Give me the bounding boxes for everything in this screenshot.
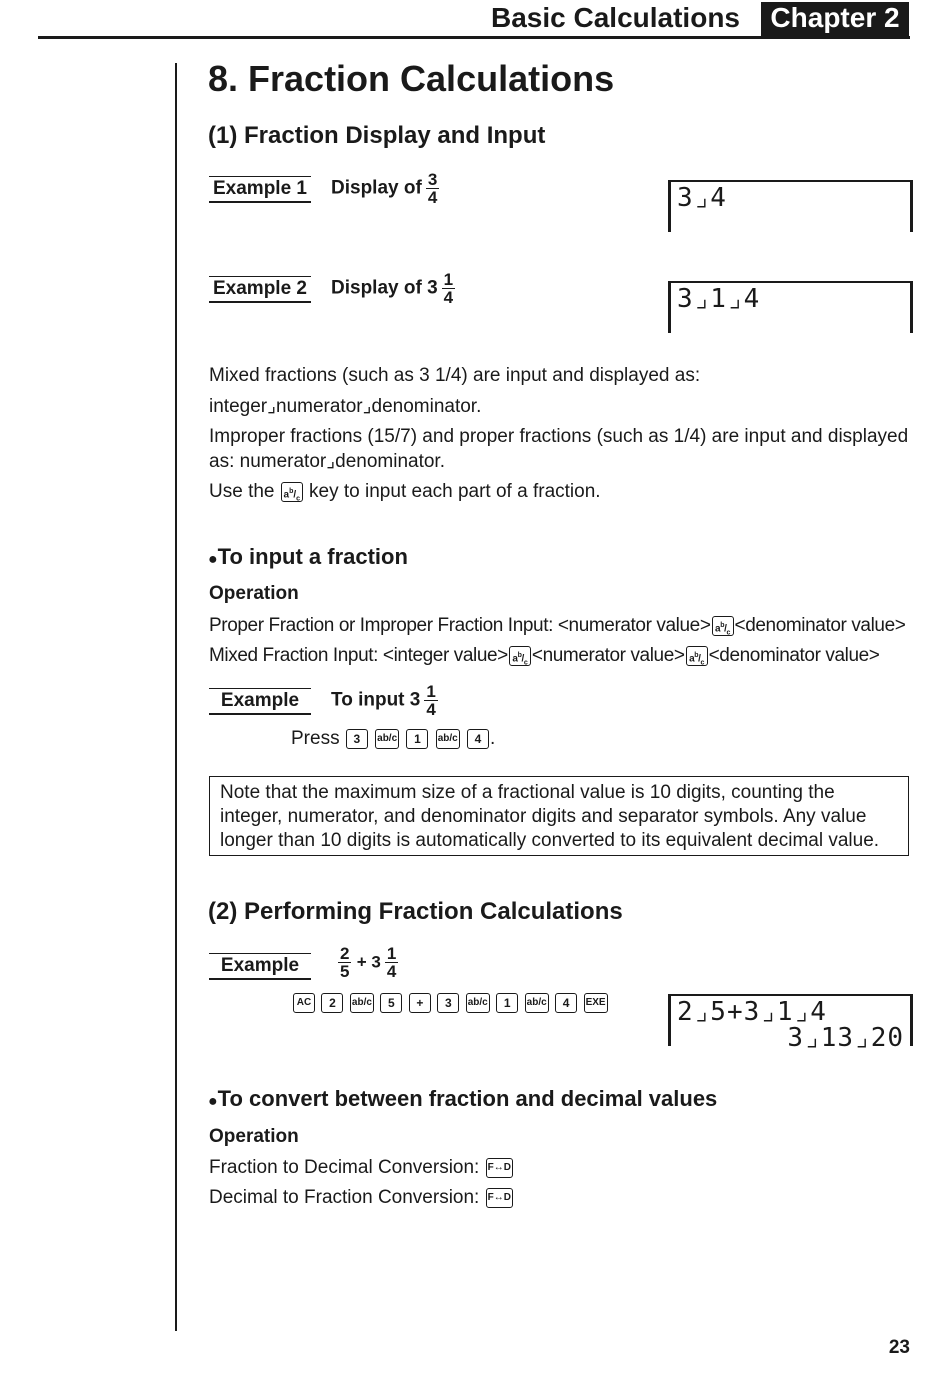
- op-mixed-c: <denominator value>: [708, 645, 880, 666]
- display-calc-line2: 3⌟13⌟20: [787, 1023, 904, 1053]
- calc-plus: + 3: [356, 952, 381, 972]
- input-example-caption: To input 3: [331, 689, 421, 711]
- calc-f2-den: 4: [386, 962, 397, 981]
- example2-caption: Display of 3: [331, 277, 438, 299]
- key-3: 3: [346, 729, 368, 749]
- fraction-key-icon: $a^b/_c$: [509, 646, 531, 666]
- key-5: 5: [380, 993, 402, 1013]
- convert-line2-text: Decimal to Fraction Conversion:: [209, 1187, 480, 1208]
- key-3: 3: [437, 993, 459, 1013]
- page-title: 8. Fraction Calculations: [208, 58, 615, 99]
- input-example-label: Example: [209, 688, 311, 715]
- display-example2-text: 3⌟1⌟4: [677, 284, 761, 314]
- key-fraction: ab/c: [436, 729, 460, 749]
- example2-label: Example 2: [209, 276, 311, 303]
- fraction-key-icon: $a^b/_c$: [712, 616, 734, 636]
- convert-title: To convert between fraction and decimal values: [217, 1086, 718, 1111]
- key-ac: AC: [293, 993, 315, 1013]
- para-use-key-a: Use the: [209, 481, 275, 502]
- calc-fraction-2: [385, 945, 398, 980]
- convert-line1: [209, 1157, 514, 1179]
- op-proper-b: <denominator value>: [734, 615, 906, 636]
- press-period: .: [490, 728, 496, 749]
- input-fraction-heading: [208, 544, 408, 570]
- display-example1-text: 3⌟4: [677, 183, 727, 213]
- calc-fraction-1: [338, 945, 351, 980]
- para-improper-1: Improper fractions (15/7) and proper fractions (such as 1/4) are input and displayed: [209, 426, 909, 447]
- display-example2: [668, 281, 913, 333]
- header-rule: [38, 36, 910, 39]
- display-calc-line1: 2⌟5+3⌟1⌟4: [677, 997, 827, 1027]
- para-use-key-b: key to input each part of a fraction.: [309, 481, 601, 502]
- operation-label: Operation: [209, 583, 299, 604]
- convert-line2: [209, 1187, 514, 1209]
- key-4: 4: [467, 729, 489, 749]
- section2-heading: (2) Performing Fraction Calculations: [208, 898, 623, 925]
- calc-example-label: Example: [209, 953, 311, 980]
- bullet-icon: ●: [208, 1093, 218, 1110]
- calc-f1-num: 2: [340, 944, 350, 963]
- calc-expression: [338, 945, 398, 980]
- example1-denominator: 4: [427, 188, 438, 207]
- margin-rule: [175, 63, 177, 1331]
- example2-text: [331, 271, 455, 306]
- key-exe: EXE: [584, 993, 608, 1013]
- calc-f1-den: 5: [340, 962, 350, 981]
- input-example-text: [331, 683, 438, 718]
- key-1: 1: [406, 729, 428, 749]
- bullet-icon: ●: [208, 551, 218, 568]
- key-plus: +: [409, 993, 431, 1013]
- calc-f2-num: 1: [386, 944, 397, 963]
- fraction-key-icon: $a^b/_c$: [281, 482, 303, 502]
- display-example1: [668, 180, 913, 232]
- input-example-numerator: 1: [426, 682, 436, 701]
- fraction-key-icon: $a^b/_c$: [686, 646, 708, 666]
- op-mixed-b: <numerator value>: [531, 645, 685, 666]
- key-4: 4: [555, 993, 577, 1013]
- convert-heading: [208, 1086, 717, 1112]
- example1-fraction: [426, 171, 439, 206]
- convert-line1-text: Fraction to Decimal Conversion:: [209, 1157, 480, 1178]
- header-title: Basic Calculations: [491, 2, 740, 33]
- key-1: 1: [496, 993, 518, 1013]
- key-2: 2: [321, 993, 343, 1013]
- key-fraction: ab/c: [466, 993, 490, 1013]
- display-calc: [668, 994, 913, 1053]
- para-improper-2: as: numerator⌟denominator.: [209, 451, 445, 472]
- para-mixed: Mixed fractions (such as 3 1/4) are input and displayed as:: [209, 365, 701, 386]
- op-proper-a: Proper Fraction or Improper Fraction Input: <numerator value>: [209, 615, 711, 636]
- example1-label: Example 1: [209, 176, 311, 203]
- example2-numerator: 1: [443, 270, 454, 289]
- calc-key-sequence: [292, 993, 609, 1013]
- input-fraction-title: To input a fraction: [217, 544, 408, 569]
- op-mixed-a: Mixed Fraction Input: <integer value>: [209, 645, 508, 666]
- key-fraction: ab/c: [525, 993, 549, 1013]
- input-example-denominator: 4: [426, 700, 436, 719]
- example1-caption: Display of: [331, 177, 422, 199]
- fd-key: F↔D: [486, 1188, 513, 1208]
- press-label: Press: [291, 728, 340, 749]
- para-use-key: [209, 481, 601, 503]
- key-fraction: ab/c: [350, 993, 374, 1013]
- para-format: integer⌟numerator⌟denominator.: [209, 396, 482, 417]
- convert-operation-label: Operation: [209, 1126, 299, 1147]
- fd-key: F↔D: [486, 1158, 513, 1178]
- example2-denominator: 4: [443, 288, 454, 307]
- op-mixed: [209, 645, 880, 667]
- chapter-badge: Chapter 2: [761, 2, 909, 36]
- press-sequence: [291, 728, 495, 750]
- section1-heading: (1) Fraction Display and Input: [208, 122, 546, 149]
- op-proper: [209, 615, 905, 637]
- example1-numerator: 3: [427, 170, 438, 189]
- note-box: Note that the maximum size of a fractional value is 10 digits, counting the integer, numerator, and denominator digits and separator symbols. Any value longer than 10 digits is automatically converted to its equivalent decimal value.: [209, 776, 909, 856]
- example1-text: [331, 171, 439, 206]
- key-fraction: ab/c: [375, 729, 399, 749]
- page-number: 23: [888, 1337, 910, 1358]
- input-example-fraction: [424, 683, 437, 718]
- example2-fraction: [442, 271, 455, 306]
